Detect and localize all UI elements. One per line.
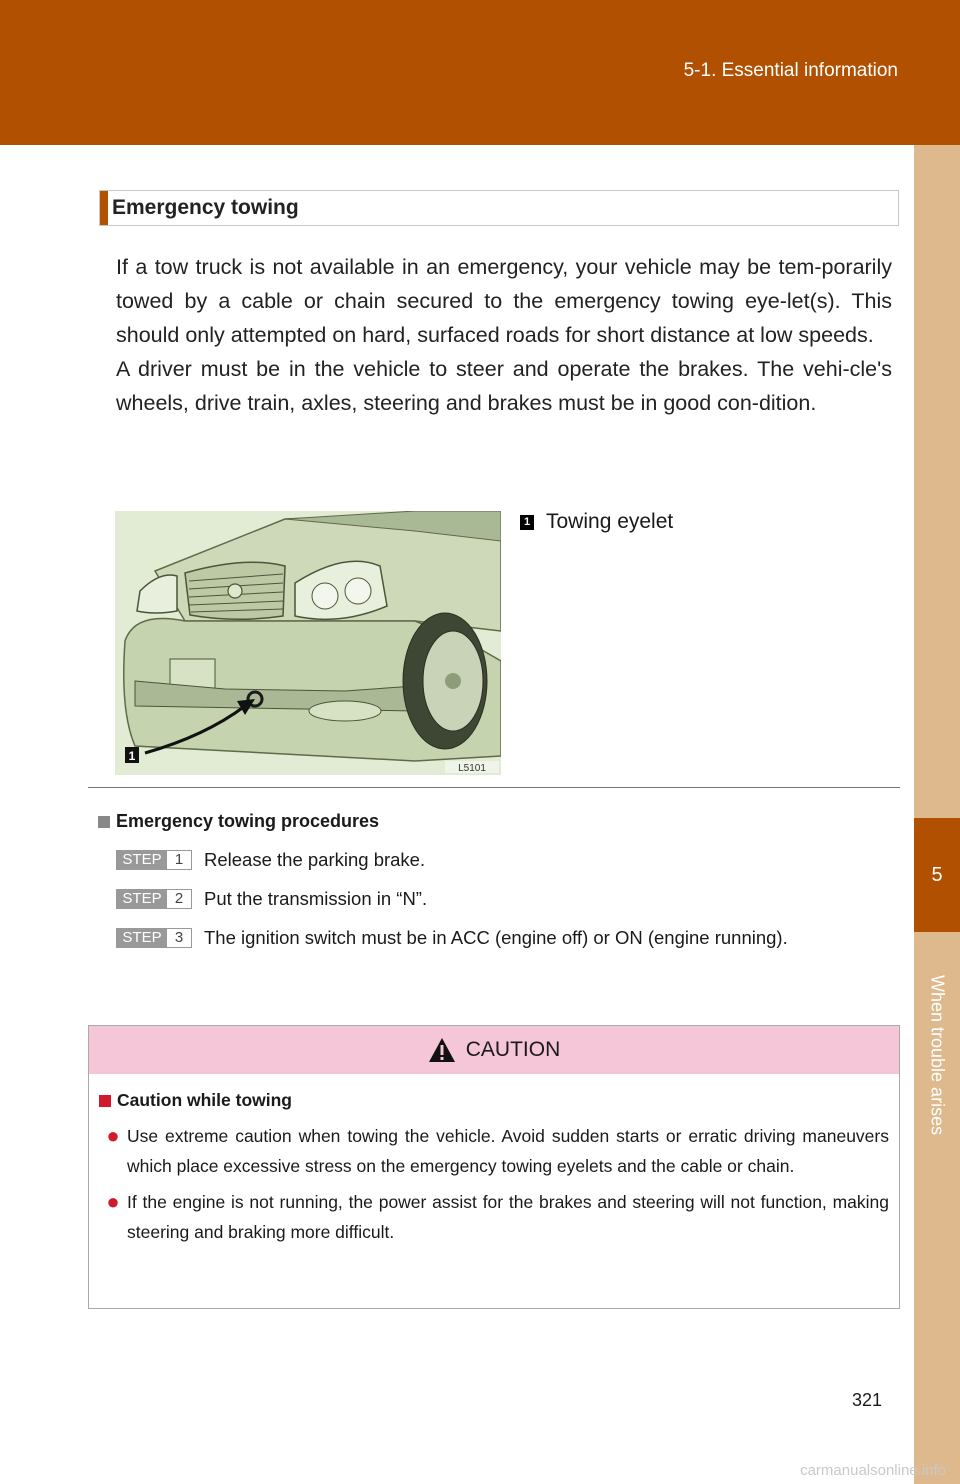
watermark: carmanualsonline.info (800, 1462, 946, 1479)
step-label: STEP (117, 929, 167, 947)
step-row (116, 849, 425, 871)
section-heading (99, 190, 899, 226)
caution-header (89, 1026, 899, 1074)
intro-text (116, 250, 892, 420)
caution-body (89, 1074, 899, 1247)
step-number: 1 (174, 851, 184, 868)
caution-bullet-text: If the engine is not running, the power assist for the brakes and steering will not function, making steering and braking more difficult. (127, 1192, 889, 1242)
page-header (0, 0, 960, 145)
step-badge (116, 889, 192, 909)
figure-code: L5101 (458, 763, 486, 774)
step-number: 3 (174, 929, 184, 946)
procedures-heading-text: Emergency towing procedures (116, 811, 380, 831)
figure-callout-number: 1 (128, 749, 136, 763)
intro-paragraph-1: If a tow truck is not available in an emergency, your vehicle may be tem-porarily towed by a cable or chain secured to the emergency towing eye-let(s). This should only attempted on hard, surfaced roads for short distance at low speeds. (116, 255, 892, 347)
step-text: Release the parking brake. (204, 849, 426, 870)
caution-subheading (99, 1090, 889, 1111)
red-square-icon (99, 1095, 111, 1107)
red-bullet-icon: ● (106, 1189, 120, 1214)
step-text: Put the transmission in “N”. (204, 888, 428, 909)
heading-text: Emergency towing (112, 196, 299, 219)
caution-title: CAUTION (465, 1038, 561, 1061)
procedures-heading (98, 811, 379, 832)
step-badge (116, 928, 192, 948)
towing-eyelet-callout (520, 510, 673, 534)
warning-triangle-icon (428, 1037, 456, 1063)
step-row (116, 927, 788, 949)
square-marker-icon (98, 816, 110, 828)
chapter-title (914, 955, 960, 1155)
caution-bullet-text: Use extreme caution when towing the vehicle. Avoid sudden starts or erratic driving maneuvers which place excessive stress on the emergency towing eyelets and the cable or chain. (127, 1126, 889, 1176)
caution-bullet (99, 1121, 889, 1181)
step-label: STEP (117, 890, 167, 908)
caution-subheading-text: Caution while towing (117, 1090, 292, 1110)
step-label: STEP (117, 851, 167, 869)
caution-box (88, 1025, 900, 1309)
vehicle-illustration (115, 511, 501, 775)
step-text: The ignition switch must be in ACC (engine off) or ON (engine running). (204, 927, 788, 948)
step-number: 2 (174, 890, 184, 907)
caution-bullet (99, 1187, 889, 1247)
callout-label: Towing eyelet (546, 510, 674, 533)
page-number: 321 (852, 1390, 883, 1410)
heading-accent-bar (100, 191, 108, 225)
divider (88, 787, 900, 788)
callout-number-badge: 1 (520, 515, 534, 530)
car-front-drawing (115, 511, 501, 775)
chapter-side-tab (914, 145, 960, 1484)
step-badge (116, 850, 192, 870)
section-title: 5-1. Essential information (683, 60, 898, 81)
red-bullet-icon: ● (106, 1123, 120, 1148)
chapter-number: 5 (914, 818, 960, 932)
step-row (116, 888, 427, 910)
intro-paragraph-2: A driver must be in the vehicle to steer and operate the brakes. The vehi-cle's wheels, drive train, axles, steering and brakes must be in good con-dition. (116, 357, 892, 415)
chapter-title-text: When trouble arises (927, 974, 948, 1136)
